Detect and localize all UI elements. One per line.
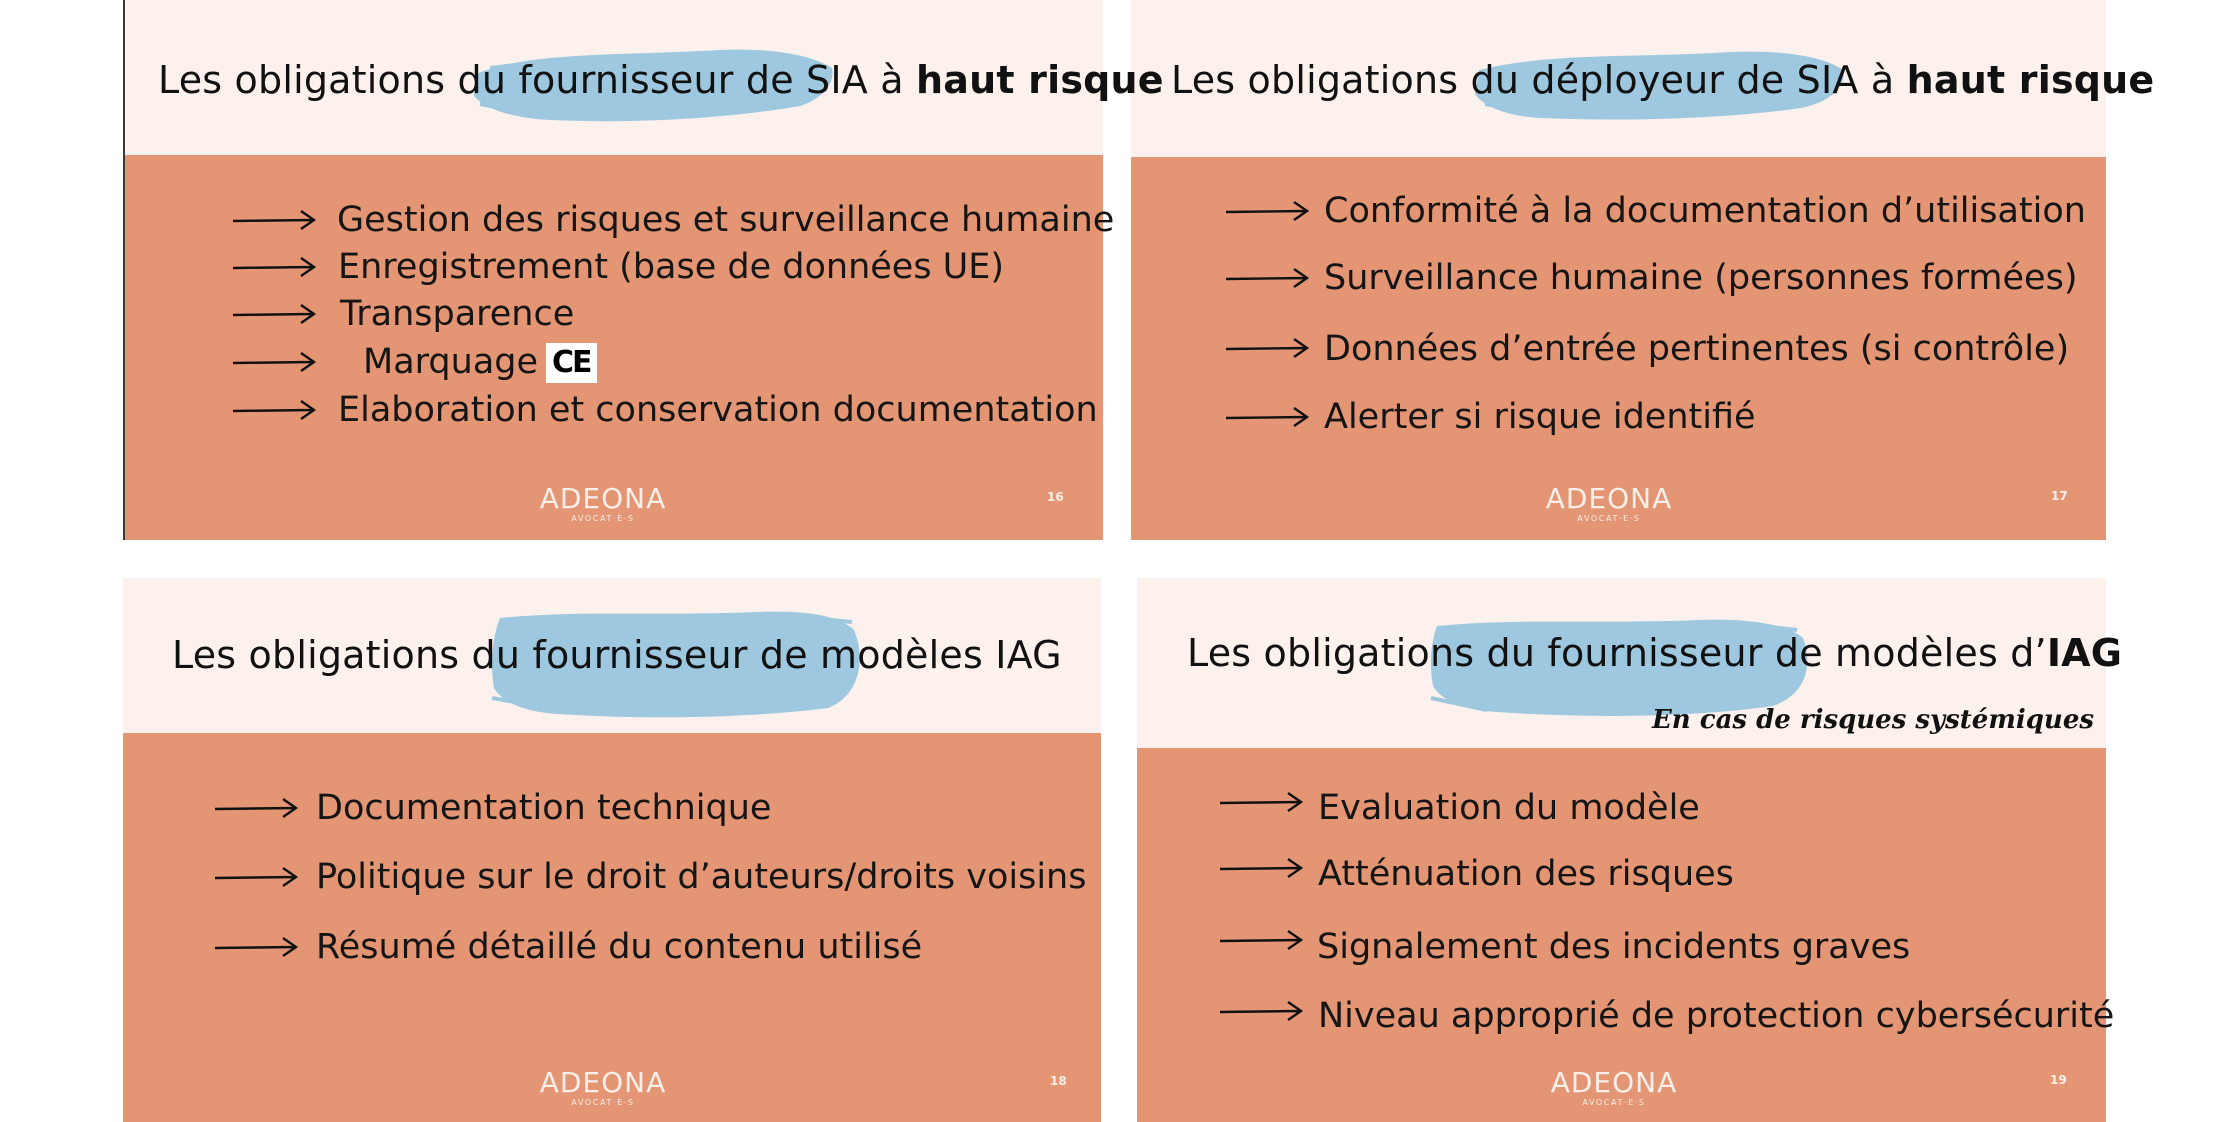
list-item: Enregistrement (base de données UE) [338, 247, 1005, 287]
arrow-right-icon [231, 398, 317, 422]
arrow-right-icon [231, 302, 317, 326]
list-item: Transparence [340, 294, 575, 334]
list-item: Données d’entrée pertinentes (si contrôle) [1324, 329, 2070, 369]
list-item: Surveillance humaine (personnes formées) [1324, 258, 2078, 298]
brand-logo: ADEONA AVOCAT·E·S [1545, 482, 1673, 523]
arrow-right-icon [231, 255, 317, 279]
arrow-right-icon [1218, 999, 1304, 1023]
list-item: Gestion des risques et surveillance humaine [337, 200, 1115, 240]
slide-title: Les obligations du fournisseur de modèles d’IAG [1187, 631, 2123, 675]
page-number: 17 [2051, 489, 2068, 503]
slide-17 [1131, 0, 2155, 540]
slide-title: Les obligations du déployeur de SIA à haut risque [1171, 58, 2155, 102]
list-item: Alerter si risque identifié [1324, 397, 1756, 437]
page-number: 16 [1047, 490, 1064, 504]
arrow-right-icon [1224, 266, 1310, 290]
arrow-right-icon [1224, 199, 1310, 223]
arrow-right-icon [231, 350, 317, 374]
arrow-right-icon [213, 796, 299, 820]
list-item: Evaluation du modèle [1318, 788, 1700, 828]
list-item: Politique sur le droit d’auteurs/droits voisins [316, 857, 1087, 897]
arrow-right-icon [213, 935, 299, 959]
list-item: Signalement des incidents graves [1317, 927, 1911, 967]
page-number: 18 [1050, 1074, 1067, 1088]
arrow-right-icon [1218, 856, 1304, 880]
arrow-right-icon [213, 865, 299, 889]
arrow-right-icon [1224, 405, 1310, 429]
list-item: Conformité à la documentation d’utilisation [1324, 191, 2086, 231]
slide-title: Les obligations du fournisseur de modèles IAG [172, 633, 1062, 677]
list-item: Marquage CE [363, 342, 597, 383]
list-item: Elaboration et conservation documentation [338, 390, 1098, 430]
arrow-right-icon [231, 208, 317, 232]
list-item: Niveau approprié de protection cybersécurité [1318, 996, 2115, 1036]
list-item: Documentation technique [316, 788, 772, 828]
slide-18 [123, 578, 1101, 1122]
brand-logo: ADEONA AVOCAT·E·S [1550, 1066, 1678, 1107]
slide-19 [1137, 578, 2123, 1122]
brand-logo: ADEONA AVOCAT·E·S [539, 1066, 667, 1107]
slide-title: Les obligations du fournisseur de SIA à haut risque [158, 58, 1164, 102]
arrow-right-icon [1224, 336, 1310, 360]
ce-mark-icon: CE [546, 343, 597, 383]
page-number: 19 [2050, 1073, 2067, 1087]
list-item: Atténuation des risques [1318, 854, 1734, 894]
arrow-right-icon [1218, 790, 1304, 814]
slide-subtitle: En cas de risques systémiques [1651, 705, 2094, 735]
slide-16 [123, 0, 1164, 540]
arrow-right-icon [1218, 928, 1304, 952]
list-item: Résumé détaillé du contenu utilisé [316, 927, 923, 967]
brand-logo: ADEONA AVOCAT·E·S [539, 482, 667, 523]
